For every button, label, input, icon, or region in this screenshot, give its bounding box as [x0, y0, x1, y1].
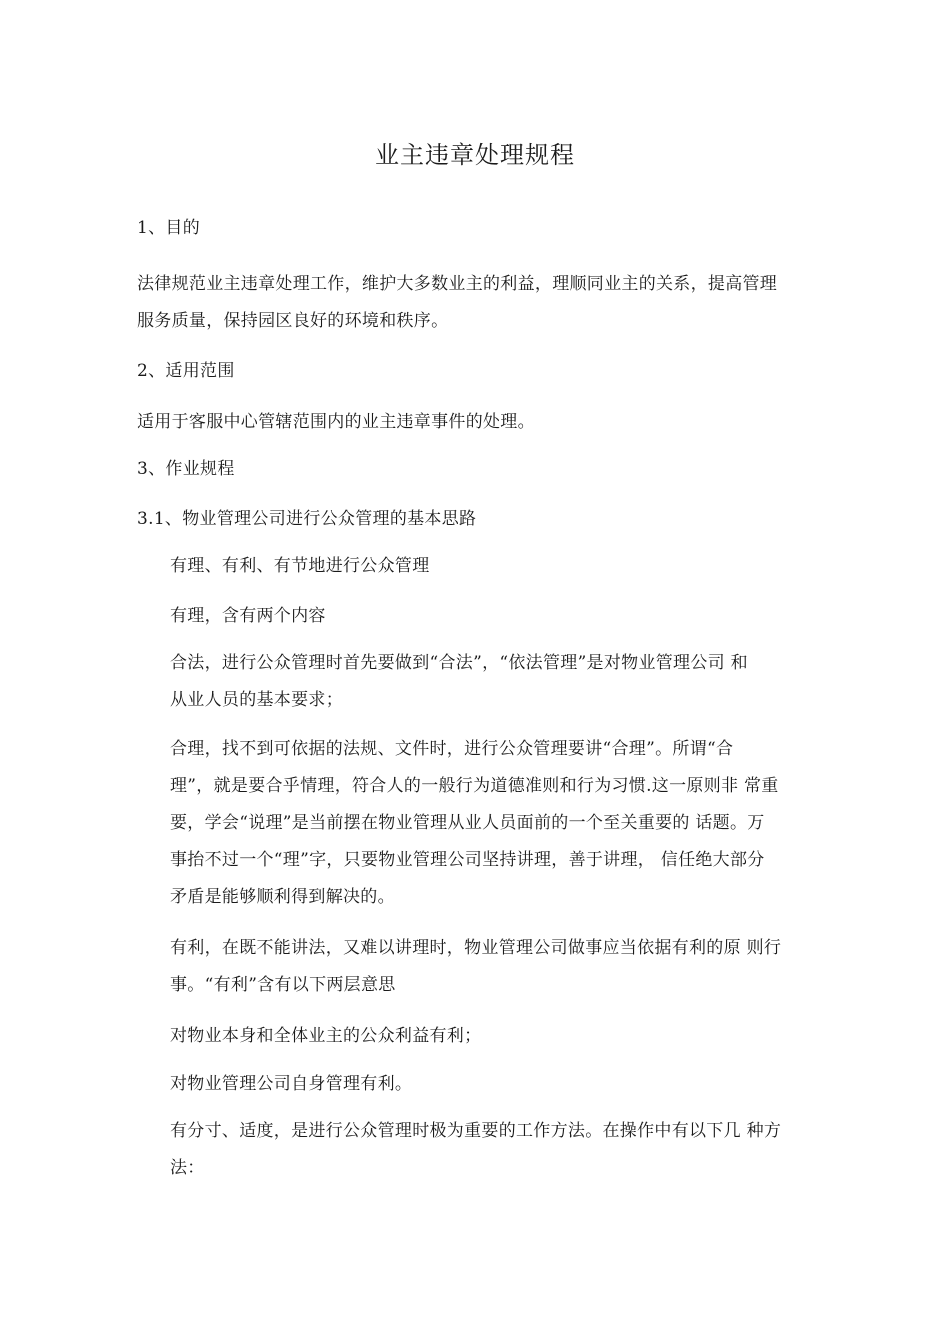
paragraph-youli	[170, 930, 781, 1004]
paragraph-benefit-company: 对物业管理公司自身管理有利。	[170, 1074, 413, 1094]
section-heading-procedure: 3、作业规程	[137, 459, 235, 479]
text-line: 合法，进行公众管理时首先要做到“合法”，“依法管理”是对物业管理公司 和	[170, 653, 748, 673]
paragraph-heli	[170, 731, 779, 916]
subsection-heading-basic-idea: 3.1、物业管理公司进行公众管理的基本思路	[137, 509, 477, 529]
text-line: 从业人员的基本要求；	[170, 690, 343, 710]
text-line: 法：	[170, 1158, 205, 1178]
text-line: 理”，就是要合乎情理，符合人的一般行为道德准则和行为习惯.这一原则非 常重	[170, 776, 779, 796]
text-line: 有分寸、适度，是进行公众管理时极为重要的工作方法。在操作中有以下几 种方	[170, 1121, 782, 1141]
text-line: 服务质量，保持园区良好的环境和秩序。	[137, 311, 449, 331]
text-line: 要，学会“说理”是当前摆在物业管理从业人员面前的一个至关重要的 话题。万	[170, 813, 765, 833]
paragraph-purpose	[137, 266, 777, 340]
text-line: 合理，找不到可依据的法规、文件时，进行公众管理要讲“合理”。所谓“合	[170, 739, 734, 759]
section-heading-scope: 2、适用范围	[137, 361, 235, 381]
text-line: 矛盾是能够顺利得到解决的。	[170, 887, 395, 907]
paragraph-benefit-public: 对物业本身和全体业主的公众利益有利；	[170, 1026, 482, 1046]
document-title: 业主违章处理规程	[375, 141, 575, 169]
text-line: 事抬不过一个“理”字，只要物业管理公司坚持讲理，善于讲理， 信任绝大部分	[170, 850, 765, 870]
paragraph-hefa	[170, 645, 748, 719]
paragraph-principle: 有理、有利、有节地进行公众管理	[170, 556, 430, 576]
paragraph-scope: 适用于客服中心管辖范围内的业主违章事件的处理。	[137, 412, 535, 432]
paragraph-youjie	[170, 1113, 781, 1187]
section-heading-purpose: 1、目的	[137, 218, 201, 238]
text-line: 法律规范业主违章处理工作，维护大多数业主的利益，理顺同业主的关系，提高管理	[137, 274, 778, 294]
text-line: 有利，在既不能讲法，又难以讲理时，物业管理公司做事应当依据有利的原 则行	[170, 938, 782, 958]
text-line: 事。“有利”含有以下两层意思	[170, 975, 396, 995]
paragraph-youli-intro: 有理，含有两个内容	[170, 606, 326, 626]
